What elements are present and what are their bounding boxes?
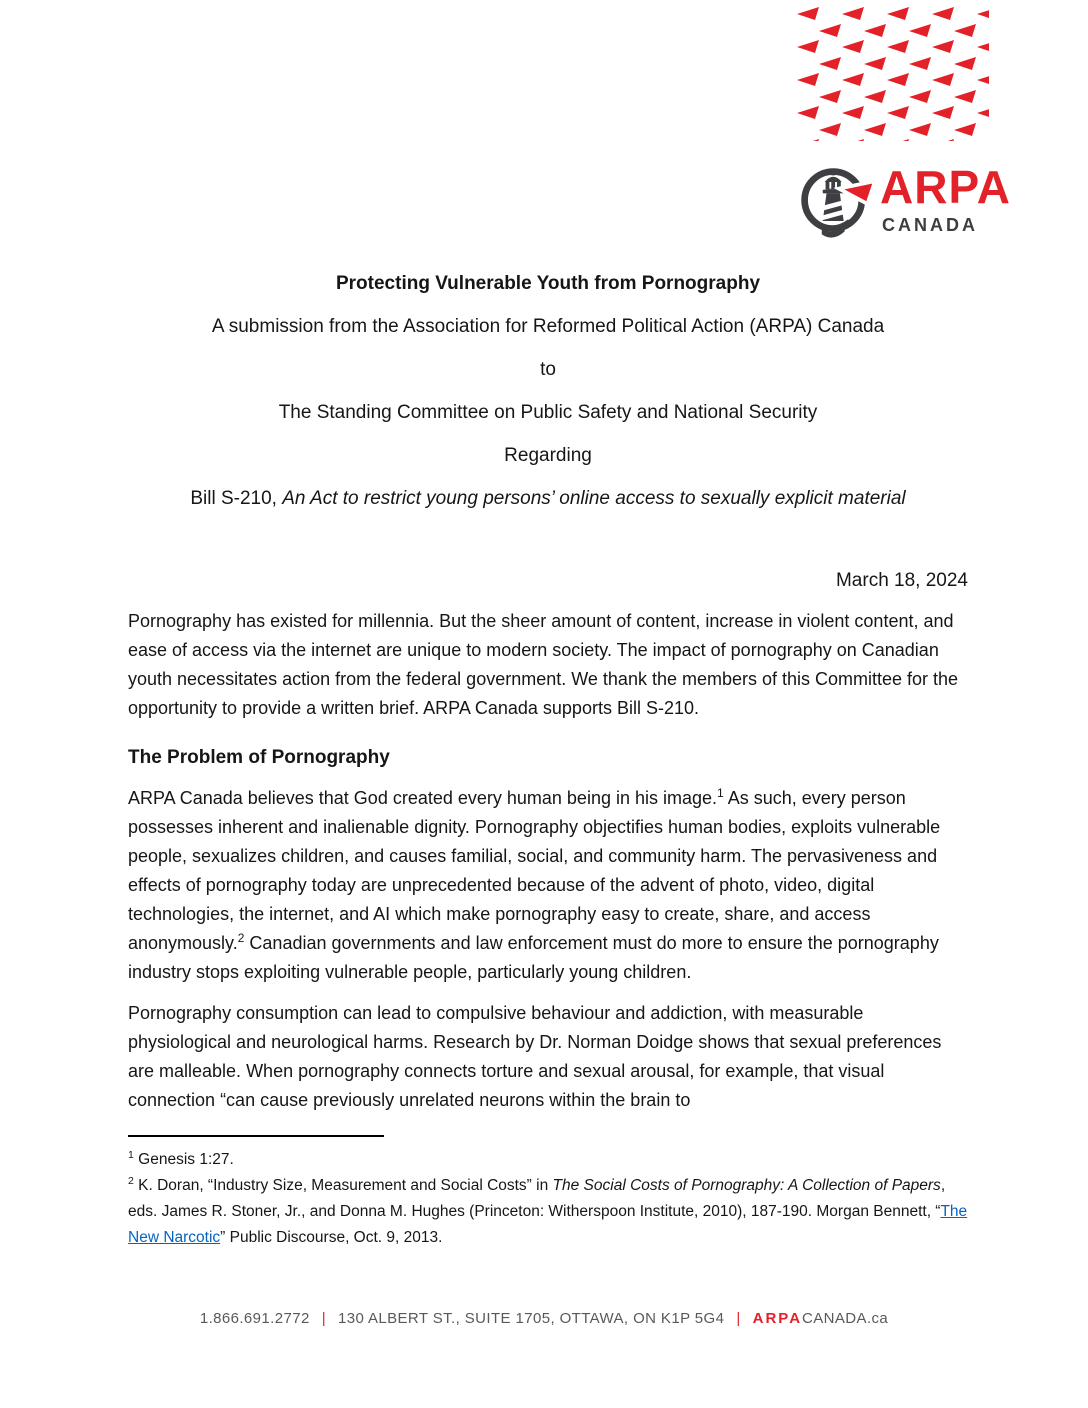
paragraph-text: ARPA Canada believes that God created every human being in his image.	[128, 788, 718, 808]
footer-website	[753, 1310, 889, 1327]
page-footer	[0, 1310, 1088, 1327]
regarding-line: Regarding	[504, 445, 592, 466]
bill-number: Bill S-210,	[190, 488, 283, 509]
footnote-2-text: K. Doran, “Industry Size, Measurement and Social Costs” in	[138, 1177, 553, 1194]
bill-line	[128, 477, 968, 520]
footnote-1	[128, 1147, 968, 1173]
footer-separator: |	[321, 1310, 326, 1327]
footer-website-arpa: ARPA	[752, 1310, 803, 1327]
paragraph-text: As such, every person possesses inherent and inalienable dignity. Pornography objectifies human bodies, exploits vulnerable people, sexualizes children, and causes familial, social, and community harm. The pervasiveness and effects of pornography today are unprecedented because of the advent of photo, video, digital technologies, the internet, and AI which make pornography easy to create, share, and access anonymously.	[128, 788, 941, 953]
lighthouse-logo-icon	[797, 157, 877, 247]
footnote-2-text: ” Public Discourse, Oct. 9, 2013.	[220, 1229, 443, 1246]
title-block	[128, 262, 968, 520]
committee-line: The Standing Committee on Public Safety and National Security	[278, 402, 818, 423]
footnote-ref-1: 1	[717, 786, 724, 800]
footer-address: 130 ALBERT ST., SUITE 1705, OTTAWA, ON K1P 5G4	[338, 1310, 725, 1327]
to-line: to	[540, 359, 556, 380]
footnote-2-book-title: The Social Costs of Pornography: A Collection of Papers	[552, 1177, 941, 1194]
body-paragraph-3: Pornography consumption can lead to compulsive behaviour and addiction, with measurable physiological and neurological harms. Research by Dr. Norman Doidge shows that sexual preferences are malleable. When pornography connects torture and sexual arousal, for example, that visual connection “can cause previously unrelated neurons within the brain to	[128, 1003, 942, 1110]
body-paragraph-1: Pornography has existed for millennia. But the sheer amount of content, increase in violent content, and ease of access via the internet are unique to modern society. The impact of pornography on Canadian youth necessitates action from the federal government. We thank the members of this Committee for the opportunity to provide a written brief. ARPA Canada supports Bill S-210.	[128, 611, 959, 718]
arpa-logo	[797, 6, 1012, 247]
document-title: Protecting Vulnerable Youth from Pornography	[335, 273, 761, 294]
logo-wordmark-canada: CANADA	[882, 215, 978, 235]
triangle-pattern-graphic	[797, 6, 989, 141]
logo-wordmark	[880, 157, 1011, 236]
footnote-1-text: Genesis 1:27.	[138, 1151, 234, 1168]
new-narcotic-link[interactable]: The New Narcotic	[128, 1203, 968, 1246]
footnotes-section	[128, 1135, 968, 1251]
footnote-2-text: , eds. James R. Stoner, Jr., and Donna M. Hughes (Princeton: Witherspoon Institute, 2010), 187-190. Morgan Bennett, “	[128, 1177, 946, 1220]
footnote-2-number: 2	[128, 1174, 134, 1187]
date-line: March 18, 2024	[835, 570, 968, 591]
footer-phone: 1.866.691.2772	[199, 1310, 310, 1327]
footnote-ref-2: 2	[237, 931, 245, 945]
logo-wordmark-arpa: ARPA	[880, 161, 1011, 213]
footer-separator: |	[736, 1310, 741, 1327]
footnote-2	[128, 1173, 968, 1251]
submission-line: A submission from the Association for Reformed Political Action (ARPA) Canada	[211, 316, 885, 337]
section-heading: The Problem of Pornography	[128, 747, 390, 768]
footer-website-rest: CANADA.ca	[802, 1310, 889, 1327]
logo-lockup	[797, 157, 1012, 247]
footnote-1-number: 1	[128, 1148, 134, 1161]
body-paragraph-2	[128, 784, 968, 987]
paragraph-text: Canadian governments and law enforcement must do more to ensure the pornography industry stops exploiting vulnerable people, particularly young children.	[128, 933, 939, 982]
footnote-separator-rule	[128, 1135, 384, 1137]
bill-title: An Act to restrict young persons’ online access to sexually explicit material	[282, 488, 906, 509]
